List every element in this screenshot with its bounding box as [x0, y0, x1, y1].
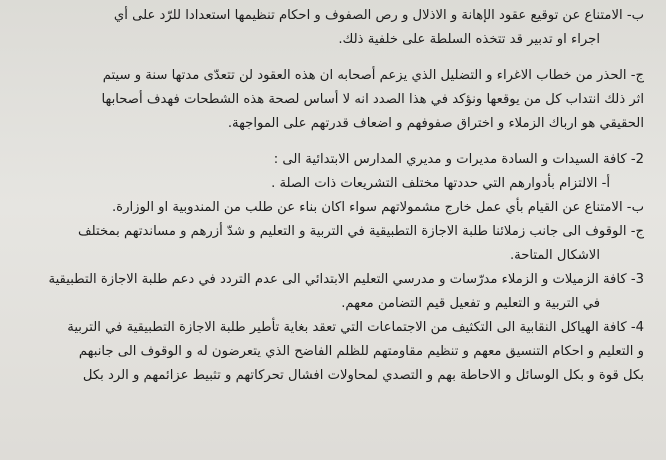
text-line: بكل قوة و بكل الوسائل و الاحاطة بهم و التصدي لمحاولات افشال تحركاتهم و تثبيط عزائمهم و الرد بكل: [82, 368, 644, 383]
text-line: و التعليم و احكام التنسيق معهم و تنظيم مقاومتهم للظلم الفاضح الذي يتعرضون له و الوقوف الى جانبهم: [78, 344, 644, 359]
text-line: ب- الامتناع عن توقيع عقود الإهانة و الاذلال و رص الصفوف و احكام تنظيمها استعدادا للرّد على أي: [113, 8, 644, 23]
text-line: الاشكال المتاحة.: [509, 248, 600, 263]
numbered-item: 3- كافة الزميلات و الزملاء مدرّسات و مدرسي التعليم الابتدائي الى عدم التردد في دعم طلبة الاجازة التطبيقية: [48, 272, 644, 287]
text-line: اجراء او تدبير قد تتخذه السلطة على خلفية ذلك.: [338, 32, 600, 47]
numbered-item-heading: 2- كافة السيدات و السادة مديرات و مديري المدارس الابتدائية الى :: [273, 152, 644, 167]
text-line: الحقيقي هو ارباك الزملاء و اختراق صفوفهم و اضعاف قدرتهم على المواجهة.: [227, 116, 644, 131]
text-line: اثر ذلك انتداب كل من يوقعها ونؤكد في هذا الصدد انه لا أساس لصحة هذه الشطحات فهدف أصحابها: [101, 92, 644, 107]
sub-item: ج- الوقوف الى جانب زملائنا طلبة الاجازة التطبيقية في التربية و التعليم و شدّ أزرهم و مساندتهم بمختلف: [77, 224, 644, 239]
text-line: ج- الحذر من خطاب الاغراء و التضليل الذي يزعم أصحابه ان هذه العقود لن تتعدّى مدتها سنة و سيتم: [102, 68, 644, 83]
sub-item: أ- الالتزام بأدوارهم التي حددتها مختلف التشريعات ذات الصلة .: [271, 176, 610, 191]
sub-item: ب- الامتناع عن القيام بأي عمل خارج مشمولاتهم سواء اكان بناء عن طلب من المندوبية او الوزارة.: [111, 200, 644, 215]
numbered-item: 4- كافة الهياكل النقابية الى التكثيف من الاجتماعات التي تعقد بغاية تأطير طلبة الاجازة التطبيقية في التربية: [67, 320, 644, 335]
text-line: في التربية و التعليم و تفعيل قيم التضامن معهم.: [341, 296, 600, 311]
